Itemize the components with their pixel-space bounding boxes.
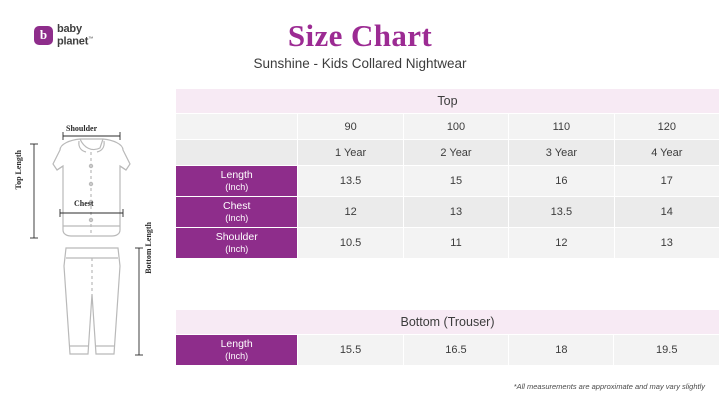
label-bottom-length: Bottom Length <box>144 222 153 274</box>
trademark-symbol: ™ <box>88 36 94 42</box>
page-title: Size Chart <box>287 18 433 53</box>
empty-corner-cell <box>176 114 298 140</box>
age-cell: 1 Year <box>298 140 403 166</box>
measure-cell: 12 <box>509 228 614 259</box>
label-shoulder: Shoulder <box>66 124 98 133</box>
measure-cell: 16 <box>509 166 614 197</box>
measure-cell: 16.5 <box>403 335 508 366</box>
table-section-header-row <box>176 89 720 114</box>
page-subtitle: Sunshine - Kids Collared Nightwear <box>253 56 467 71</box>
brand-logo-line1: baby <box>57 23 82 35</box>
measure-cell: 14 <box>614 197 719 228</box>
measure-cell: 13 <box>403 197 508 228</box>
measure-cell: 12 <box>298 197 403 228</box>
bottom-size-table <box>175 309 720 366</box>
measure-cell: 15.5 <box>298 335 403 366</box>
measure-cell: 10.5 <box>298 228 403 259</box>
bottom-size-table-wrap <box>175 309 720 366</box>
age-cell: 3 Year <box>509 140 614 166</box>
row-label-chest: Chest (Inch) <box>176 197 298 228</box>
table-row <box>176 228 720 259</box>
table-section-header-row <box>176 310 720 335</box>
brand-logo-mark: b <box>34 26 53 45</box>
footnote: *All measurements are approximate and may vary slightly <box>513 382 705 391</box>
bottom-section-title: Bottom (Trouser) <box>176 310 720 335</box>
brand-logo-line2: planet™ <box>57 35 94 48</box>
table-row <box>176 335 720 366</box>
age-cell: 4 Year <box>614 140 719 166</box>
top-size-table <box>175 88 720 259</box>
measure-cell: 19.5 <box>614 335 720 366</box>
table-row-sizes <box>176 114 720 140</box>
size-cell: 120 <box>614 114 719 140</box>
measure-cell: 15 <box>403 166 508 197</box>
measure-cell: 13 <box>614 228 719 259</box>
row-label-shoulder: Shoulder (Inch) <box>176 228 298 259</box>
table-row-ages <box>176 140 720 166</box>
garment-illustration <box>8 118 173 368</box>
measure-cell: 13.5 <box>298 166 403 197</box>
table-row <box>176 166 720 197</box>
label-chest: Chest <box>74 199 94 208</box>
top-size-table-wrap <box>175 88 720 259</box>
measure-cell: 17 <box>614 166 719 197</box>
size-cell: 110 <box>509 114 614 140</box>
size-cell: 100 <box>403 114 508 140</box>
table-row <box>176 197 720 228</box>
row-label-length: Length (Inch) <box>176 166 298 197</box>
label-top-length: Top Length <box>14 150 23 190</box>
measure-cell: 18 <box>509 335 614 366</box>
size-cell: 90 <box>298 114 403 140</box>
measure-cell: 11 <box>403 228 508 259</box>
row-label-length: Length (Inch) <box>176 335 298 366</box>
measure-cell: 13.5 <box>509 197 614 228</box>
empty-corner-cell <box>176 140 298 166</box>
top-section-title: Top <box>176 89 720 114</box>
age-cell: 2 Year <box>403 140 508 166</box>
